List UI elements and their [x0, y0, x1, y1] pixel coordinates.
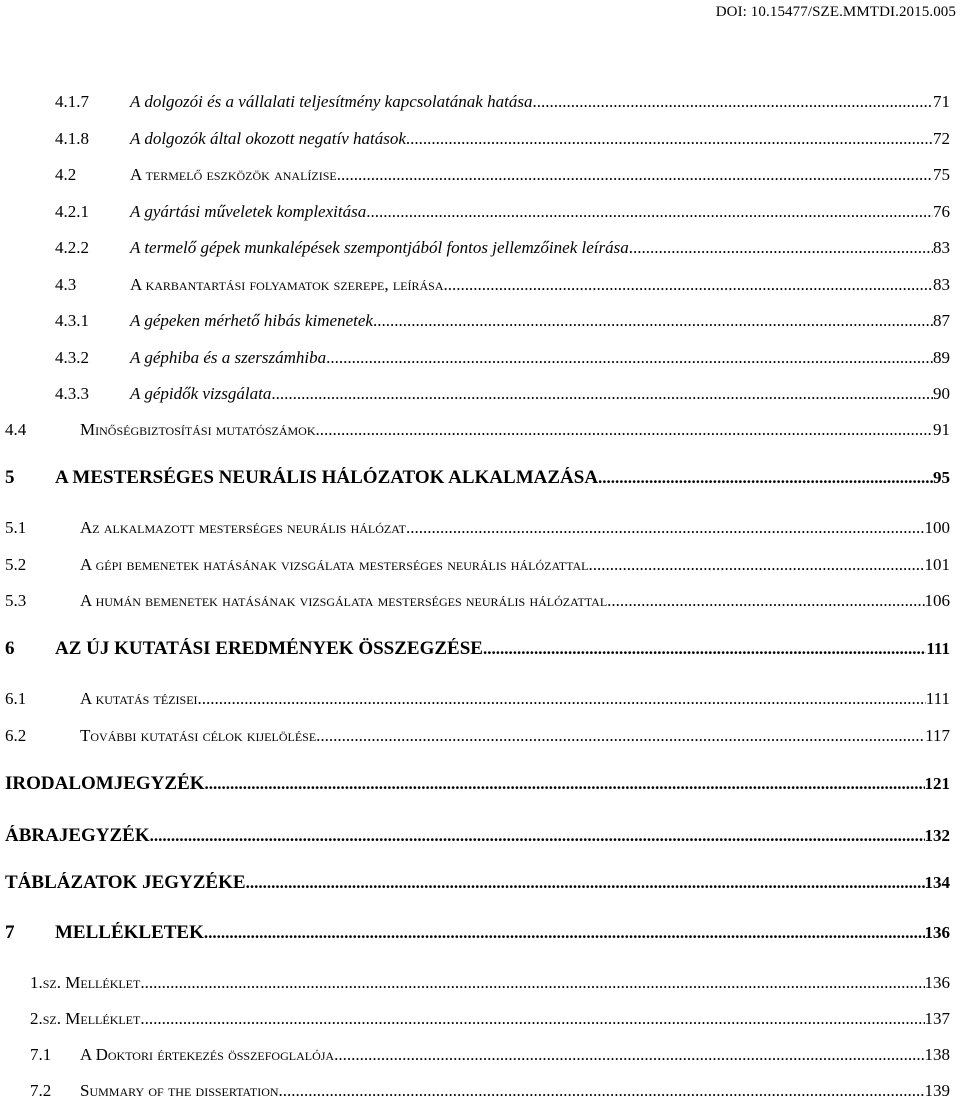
- toc-dot-leader: [629, 238, 933, 258]
- toc-section-title: TÁBLÁZATOK JEGYZÉKE: [5, 872, 246, 893]
- toc-entry[interactable]: [30, 1081, 950, 1101]
- toc-dot-leader: [373, 311, 933, 331]
- toc-chapter-number: 5: [5, 467, 15, 488]
- toc-dot-leader: [316, 726, 925, 746]
- toc-chapter[interactable]: [5, 638, 950, 660]
- toc-section[interactable]: [5, 825, 950, 847]
- toc-entry-page: 136: [924, 973, 950, 992]
- toc-entry-page: 89: [933, 348, 950, 367]
- toc-entry-title: Minőségbiztosítási mutatószámok: [80, 420, 316, 439]
- toc-entry-number: 6.1: [5, 689, 27, 708]
- toc-entry-number: 4.3.3: [55, 384, 89, 403]
- toc-entry-title: A gépeken mérhető hibás kimenetek: [130, 311, 373, 330]
- toc-entry-title: A termelő gépek munkalépések szempontjából fontos jellemzőinek leírása: [130, 238, 629, 257]
- toc-entry-title: A dolgozói és a vállalati teljesítmény kapcsolatának hatása: [130, 92, 533, 111]
- toc-dot-leader: [444, 275, 933, 295]
- toc-section-page: 132: [924, 826, 950, 845]
- toc-entry-title: A gyártási műveletek komplexitása: [130, 202, 367, 221]
- toc-entry-title: A termelő eszközök analízise: [130, 165, 337, 184]
- toc-entry-number: 4.3.1: [55, 311, 89, 330]
- toc-dot-leader: [140, 1009, 924, 1029]
- toc-dot-leader: [271, 384, 933, 404]
- toc-dot-leader: [279, 1081, 925, 1101]
- toc-entry-number: 4.1.8: [55, 129, 89, 148]
- toc-entry-number: 7.1: [30, 1045, 52, 1064]
- toc-entry[interactable]: [55, 129, 950, 149]
- toc-entry-number: 4.4: [5, 420, 27, 439]
- toc-entry-title: További kutatási célok kijelölése: [80, 726, 317, 745]
- toc-entry[interactable]: [30, 1009, 950, 1029]
- toc-dot-leader: [198, 689, 926, 709]
- toc-entry-title: A gépidők vizsgálata: [130, 384, 272, 403]
- doi-header: DOI: 10.15477/SZE.MMTDI.2015.005: [715, 4, 956, 20]
- toc-entry-page: 76: [933, 202, 950, 221]
- toc-entry-page: 75: [933, 165, 950, 184]
- toc-dot-leader: [246, 873, 925, 893]
- toc-entry[interactable]: [55, 165, 950, 185]
- toc-chapter-title: MELLÉKLETEK: [55, 922, 204, 943]
- toc-entry-number: 4.3.2: [55, 348, 89, 367]
- toc-section-title: IRODALOMJEGYZÉK: [5, 773, 205, 794]
- toc-entry-number: 4.2.1: [55, 202, 89, 221]
- toc-entry-page: 100: [924, 518, 950, 537]
- toc-chapter[interactable]: [5, 922, 950, 944]
- toc-entry-number: 5.2: [5, 555, 27, 574]
- toc-entry[interactable]: [5, 420, 950, 440]
- toc-chapter[interactable]: [5, 467, 950, 489]
- toc-entry[interactable]: [55, 275, 950, 295]
- toc-chapter-page: 136: [924, 923, 950, 942]
- toc-entry-title: A karbantartási folyamatok szerepe, leírása: [130, 275, 444, 294]
- toc-dot-leader: [205, 774, 925, 794]
- toc-entry-page: 106: [924, 591, 950, 610]
- toc-dot-leader: [406, 129, 933, 149]
- toc-entry[interactable]: [5, 518, 950, 538]
- toc-entry[interactable]: [55, 311, 950, 331]
- toc-section[interactable]: [5, 872, 950, 894]
- toc-chapter-page: 111: [926, 639, 950, 658]
- toc-chapter-number: 6: [5, 638, 15, 659]
- toc-entry-number: 5.3: [5, 591, 27, 610]
- toc-chapter-page: 95: [933, 468, 950, 487]
- toc-entry-number: 4.2: [55, 165, 77, 184]
- toc-entry-title: A humán bemenetek hatásának vizsgálata mesterséges neurális hálózattal: [80, 591, 608, 610]
- toc-entry-number: 4.2.2: [55, 238, 89, 257]
- toc-entry-page: 101: [924, 555, 950, 574]
- toc-entry-page: 72: [933, 129, 950, 148]
- toc-section-title: ÁBRAJEGYZÉK: [5, 825, 150, 846]
- toc-entry[interactable]: [30, 973, 950, 993]
- toc-chapter-title: A MESTERSÉGES NEURÁLIS HÁLÓZATOK ALKALMAZÁSA: [55, 467, 599, 488]
- toc-entry[interactable]: [55, 238, 950, 258]
- toc-entry-page: 138: [924, 1045, 950, 1064]
- toc-entry-number: 4.3: [55, 275, 77, 294]
- toc-dot-leader: [406, 518, 925, 538]
- toc-dot-leader: [334, 1045, 924, 1065]
- toc-dot-leader: [337, 165, 933, 185]
- toc-entry-title: A géphiba és a szerszámhiba: [130, 348, 327, 367]
- toc-entry-title: A dolgozók által okozott negatív hatások: [130, 129, 406, 148]
- toc-chapter-number: 7: [5, 922, 15, 943]
- toc-entry-title: Summary of the dissertation: [80, 1081, 279, 1100]
- toc-entry-title: A Doktori értekezés összefoglalója: [80, 1045, 335, 1064]
- toc-entry-number: 6.2: [5, 726, 27, 745]
- toc-entry-title: 1.sz. Melléklet: [30, 973, 141, 992]
- toc-entry-number: 4.1.7: [55, 92, 89, 111]
- toc-chapter-title: AZ ÚJ KUTATÁSI EREDMÉNYEK ÖSSZEGZÉSE: [55, 638, 483, 659]
- toc-section-page: 121: [924, 774, 950, 793]
- toc-dot-leader: [204, 923, 925, 943]
- toc-entry[interactable]: [5, 555, 950, 575]
- toc-dot-leader: [532, 92, 933, 112]
- toc-entry-page: 87: [933, 311, 950, 330]
- toc-dot-leader: [366, 202, 933, 222]
- toc-entry[interactable]: [5, 689, 950, 709]
- toc-entry[interactable]: [55, 202, 950, 222]
- toc-dot-leader: [316, 420, 933, 440]
- toc-section[interactable]: [5, 773, 950, 795]
- toc-entry-title: A kutatás tézisei: [80, 689, 198, 708]
- toc-entry-page: 111: [925, 689, 950, 708]
- toc-entry-title: Az alkalmazott mesterséges neurális hálózat: [80, 518, 406, 537]
- toc-entry-page: 139: [924, 1081, 950, 1100]
- toc-dot-leader: [598, 468, 933, 488]
- toc-entry-page: 91: [933, 420, 950, 439]
- toc-entry-title: A gépi bemenetek hatásának vizsgálata mesterséges neurális hálózattal: [80, 555, 589, 574]
- toc-entry-number: 7.2: [30, 1081, 52, 1100]
- toc-entry[interactable]: [5, 726, 950, 746]
- toc-entry[interactable]: [55, 348, 950, 368]
- toc-dot-leader: [140, 973, 924, 993]
- toc-entry-page: 137: [924, 1009, 950, 1028]
- toc-entry-title: 2.sz. Melléklet: [30, 1009, 141, 1028]
- toc-entry-page: 71: [933, 92, 950, 111]
- toc-entry[interactable]: [5, 591, 950, 611]
- toc-entry-page: 83: [933, 238, 950, 257]
- toc-section-page: 134: [924, 873, 950, 892]
- toc-entry[interactable]: [55, 92, 950, 112]
- toc-entry[interactable]: [30, 1045, 950, 1065]
- toc-entry[interactable]: [55, 384, 950, 404]
- toc-dot-leader: [607, 591, 924, 611]
- toc-entry-page: 90: [933, 384, 950, 403]
- toc-dot-leader: [150, 826, 925, 846]
- toc-dot-leader: [588, 555, 924, 575]
- toc-entry-page: 83: [933, 275, 950, 294]
- toc-dot-leader: [483, 639, 926, 659]
- toc-entry-number: 5.1: [5, 518, 27, 537]
- toc-entry-page: 117: [925, 726, 950, 745]
- toc-dot-leader: [326, 348, 933, 368]
